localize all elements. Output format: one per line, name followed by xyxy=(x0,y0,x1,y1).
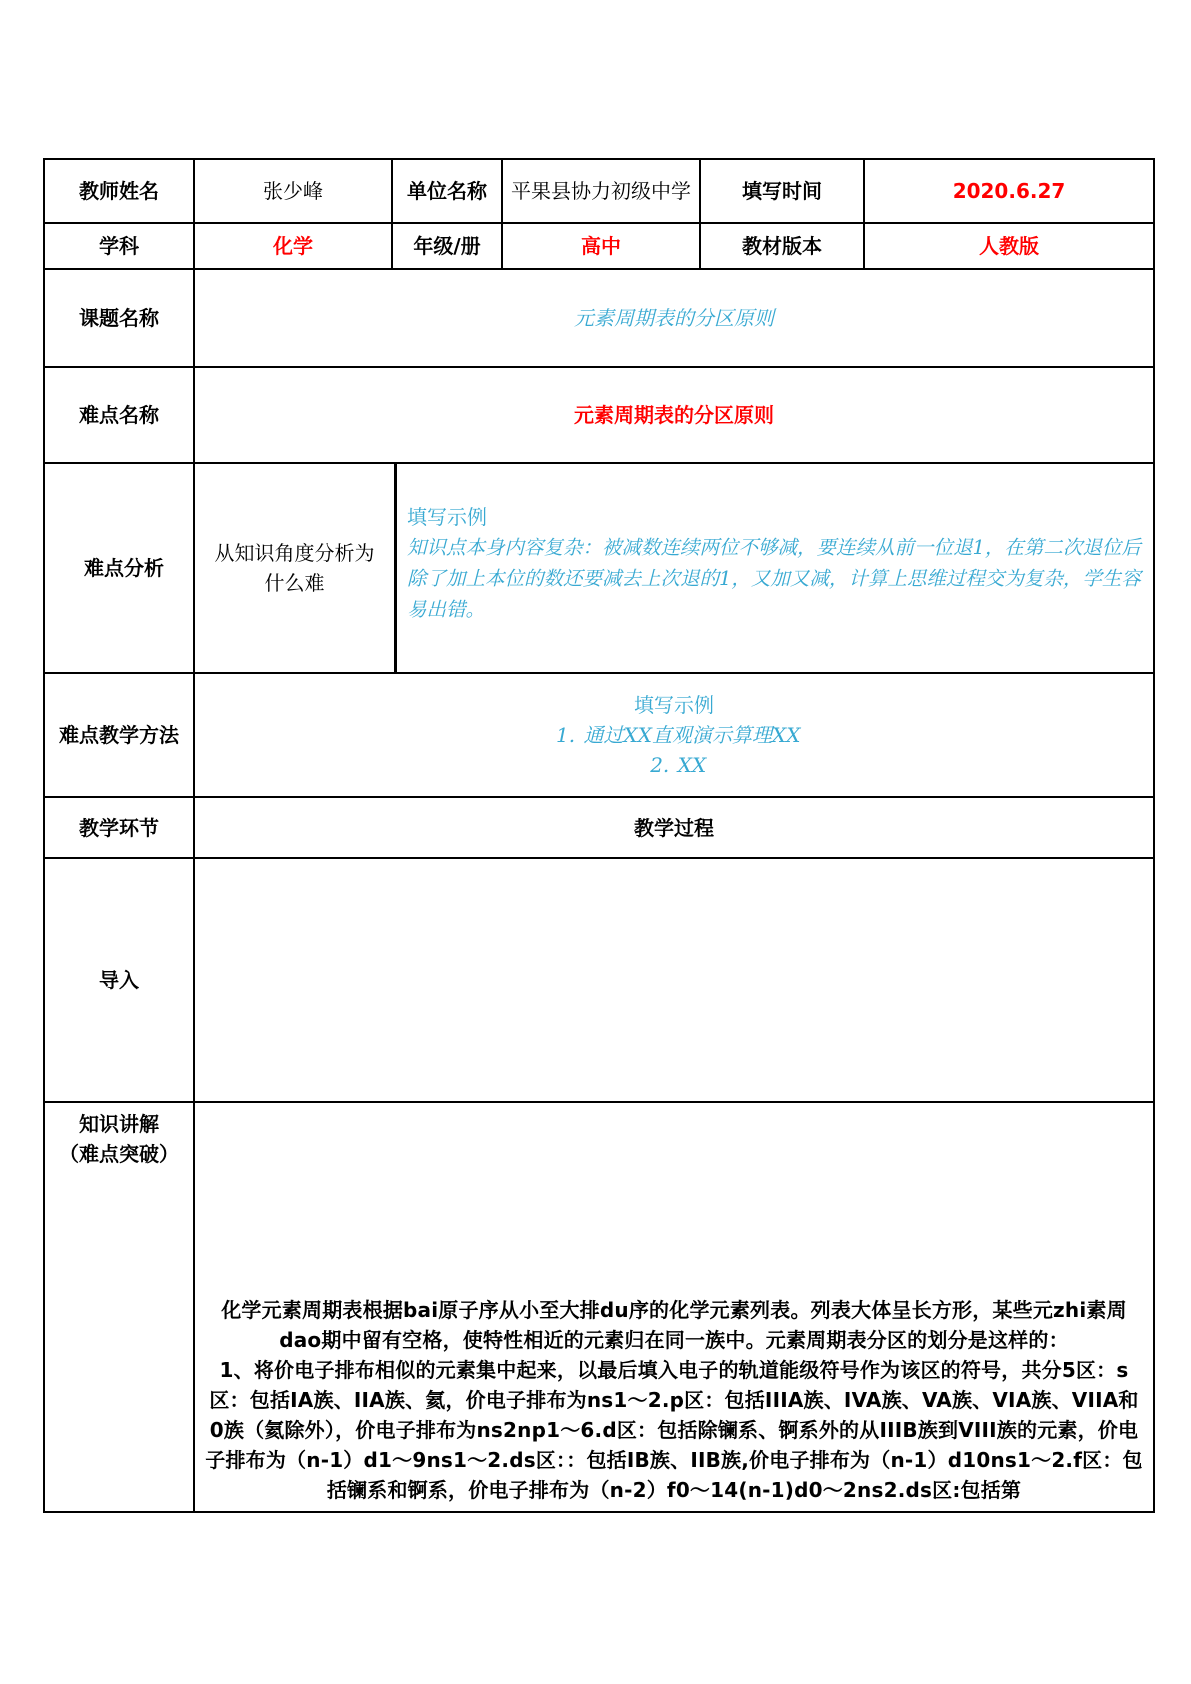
analysis-cell xyxy=(194,463,1154,673)
process-label: 教学环节 xyxy=(44,797,194,858)
analysis-sub-label: 从知识角度分析为什么难 xyxy=(195,464,397,672)
lesson-plan-table xyxy=(43,158,1155,1513)
edition-value: 人教版 xyxy=(864,223,1154,269)
header-row-2 xyxy=(44,223,1154,269)
grade-value: 高中 xyxy=(502,223,700,269)
analysis-example-text: 知识点本身内容复杂：被减数连续两位不够减，要连续从前一位退1，在第二次退位后除了加上本位的数还要减去上次退的1，又加又减，计算上思维过程交为复杂，学生容易出错。 xyxy=(407,536,1141,622)
process-value: 教学过程 xyxy=(194,797,1154,858)
knowledge-label-line2: （难点突破） xyxy=(59,1142,179,1166)
difficulty-row xyxy=(44,367,1154,463)
knowledge-paragraph-2: 1、将价电子排布相似的元素集中起来，以最后填入电子的轨道能级符号作为该区的符号，共分5区：s区：包括IA族、IIA族、氦，价电子排布为ns1～2.p区：包括IIIA族、IVA族、VA族、VIA族、VIIA和0族（氦除外），价电子排布为ns2np1～6.d区：包括除镧系、锕系外的从IIIB族到VIII族的元素，价电子排布为（n-1）d1～9ns1～2.ds区：：包括IB族、IIB族,价电子排布为（n-1）d10ns1～2.f区：包括镧系和锕系，价电子排布为（n-2）f0～14(n-1)d0～2ns2.ds区:包括第 xyxy=(205,1358,1143,1502)
knowledge-label-line1: 知识讲解 xyxy=(79,1112,159,1136)
knowledge-label xyxy=(44,1102,194,1512)
header-row-1 xyxy=(44,159,1154,223)
knowledge-text xyxy=(194,1102,1154,1512)
unit-value: 平果县协力初级中学 xyxy=(502,159,700,223)
time-label: 填写时间 xyxy=(700,159,864,223)
process-row xyxy=(44,797,1154,858)
intro-row xyxy=(44,858,1154,1102)
intro-label: 导入 xyxy=(44,858,194,1102)
knowledge-row xyxy=(44,1102,1154,1512)
teacher-value: 张少峰 xyxy=(194,159,392,223)
analysis-row xyxy=(44,463,1154,673)
method-item: 1. 通过XX直观演示算理XX xyxy=(555,723,801,747)
topic-label: 课题名称 xyxy=(44,269,194,367)
teacher-label: 教师姓名 xyxy=(44,159,194,223)
method-label: 难点教学方法 xyxy=(44,673,194,797)
subject-label: 学科 xyxy=(44,223,194,269)
method-example-title: 填写示例 xyxy=(634,693,714,717)
analysis-label: 难点分析 xyxy=(44,463,194,673)
intro-value xyxy=(194,858,1154,1102)
subject-value: 化学 xyxy=(194,223,392,269)
method-row xyxy=(44,673,1154,797)
method-cell xyxy=(194,673,1154,797)
knowledge-paragraph-1: 化学元素周期表根据bai原子序从小至大排du序的化学元素列表。列表大体呈长方形，某些元zhi素周dao期中留有空格，使特性相近的元素归在同一族中。元素周期表分区的划分是这样的： xyxy=(221,1298,1127,1352)
time-value: 2020.6.27 xyxy=(864,159,1154,223)
method-item: 2. XX xyxy=(650,753,707,777)
analysis-example-title: 填写示例 xyxy=(407,505,487,529)
difficulty-label: 难点名称 xyxy=(44,367,194,463)
grade-label: 年级/册 xyxy=(392,223,502,269)
edition-label: 教材版本 xyxy=(700,223,864,269)
topic-row xyxy=(44,269,1154,367)
difficulty-value: 元素周期表的分区原则 xyxy=(194,367,1154,463)
analysis-example xyxy=(397,464,1153,626)
topic-value: 元素周期表的分区原则 xyxy=(194,269,1154,367)
unit-label: 单位名称 xyxy=(392,159,502,223)
